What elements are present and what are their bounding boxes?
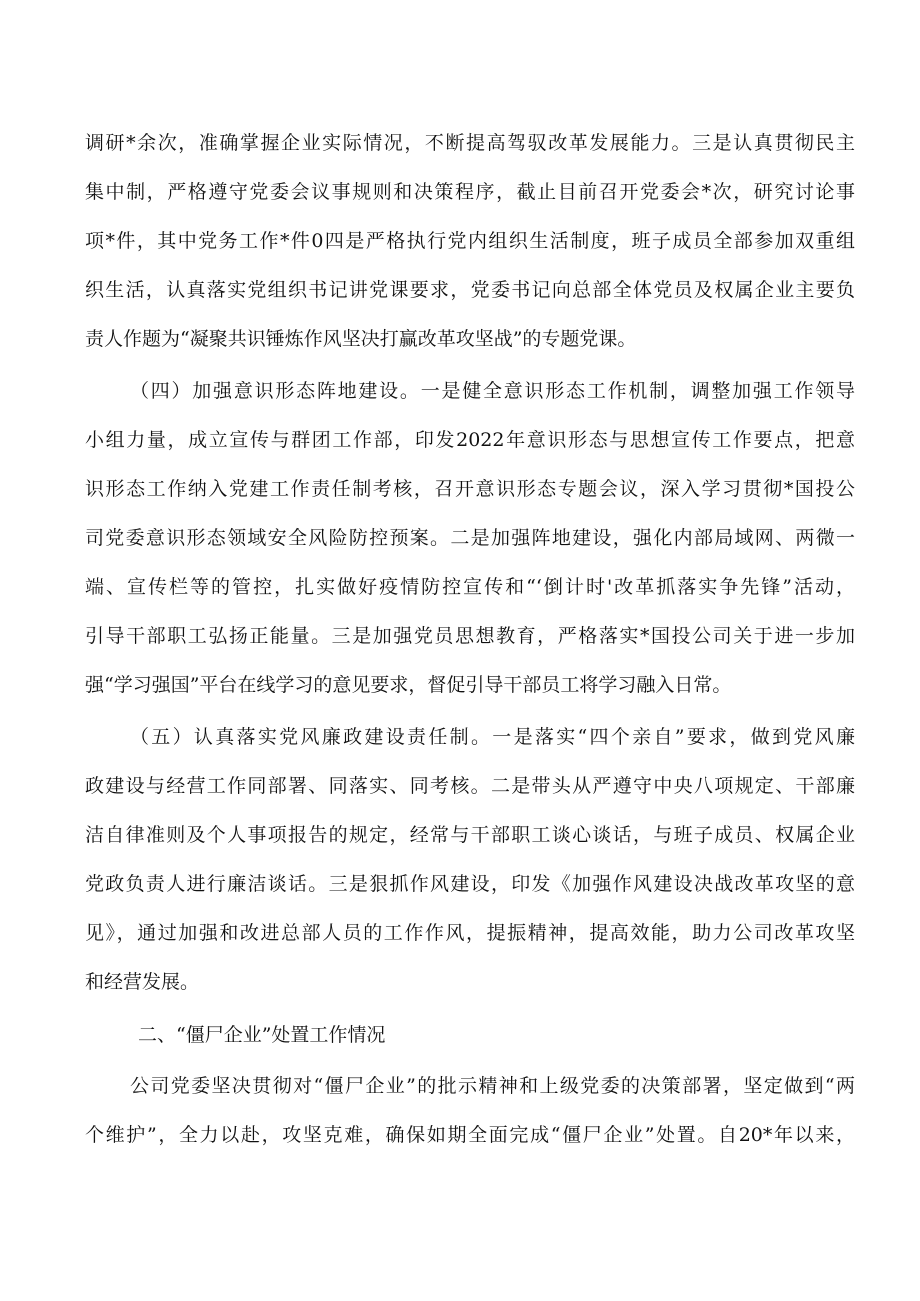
text-line: 小组力量，成立宣传与群团工作部，印发2022年意识形态与思想宣传工作要点，把意	[85, 429, 855, 451]
text-line: 项*件，其中党务工作*件0四是严格执行党内组织生活制度，班子成员全部参加双重组	[85, 230, 855, 252]
text-line: 和经营发展。	[85, 971, 200, 993]
text-line: 责人作题为“凝聚共识锤炼作风坚决打赢改革攻坚战”的专题党课。	[85, 328, 637, 350]
text-line: 党政负责人进行廉洁谈话。三是狠抓作风建设，印发《加强作风建设决战改革攻坚的意	[85, 873, 855, 895]
text-line: 强“学习强国”平台在线学习的意见要求，督促引导干部员工将学习融入日常。	[85, 674, 732, 696]
text-line: 织生活，认真落实党组织书记讲党课要求，党委书记向总部全体党员及权属企业主要负	[85, 279, 855, 301]
text-line: 调研*余次，准确掌握企业实际情况，不断提高驾驭改革发展能力。三是认真贯彻民主	[85, 132, 855, 154]
paragraph-first-line: （五）认真落实党风廉政建设责任制。一是落实“四个亲自”要求，做到党风廉	[130, 726, 855, 748]
text-line: 见》，通过加强和改进总部人员的工作作风，提振精神，提高效能，助力公司改革攻坚	[85, 922, 855, 944]
text-line: 政建设与经营工作同部署、同落实、同考核。二是带头从严遵守中央八项规定、干部廉	[85, 775, 855, 797]
text-line: 洁自律准则及个人事项报告的规定，经常与干部职工谈心谈话，与班子成员、权属企业	[85, 824, 855, 846]
text-line: 端、宣传栏等的管控，扎实做好疫情防控宣传和“‘倒计时'改革抓落实争先锋”活动，	[85, 576, 855, 598]
paragraph-first-line: （四）加强意识形态阵地建设。一是健全意识形态工作机制，调整加强工作领导	[130, 380, 855, 402]
text-line: 司党委意识形态领域安全风险防控预案。二是加强阵地建设，强化内部局域网、两微一	[85, 527, 855, 549]
section-heading: 二、“僵尸企业”处置工作情况	[138, 1024, 386, 1046]
paragraph-first-line: 公司党委坚决贯彻对“僵尸企业”的批示精神和上级党委的决策部署，坚定做到“两	[130, 1075, 855, 1097]
text-line: 引导干部职工弘扬正能量。三是加强党员思想教育，严格落实*国投公司关于进一步加	[85, 625, 855, 647]
text-line: 集中制，严格遵守党委会议事规则和决策程序，截止目前召开党委会*次，研究讨论事	[85, 181, 855, 203]
text-line: 识形态工作纳入党建工作责任制考核，召开意识形态专题会议，深入学习贯彻*国投公	[85, 478, 855, 500]
text-line: 个维护”，全力以赴，攻坚克难，确保如期全面完成“僵尸企业”处置。自20*年以来，	[85, 1124, 855, 1146]
